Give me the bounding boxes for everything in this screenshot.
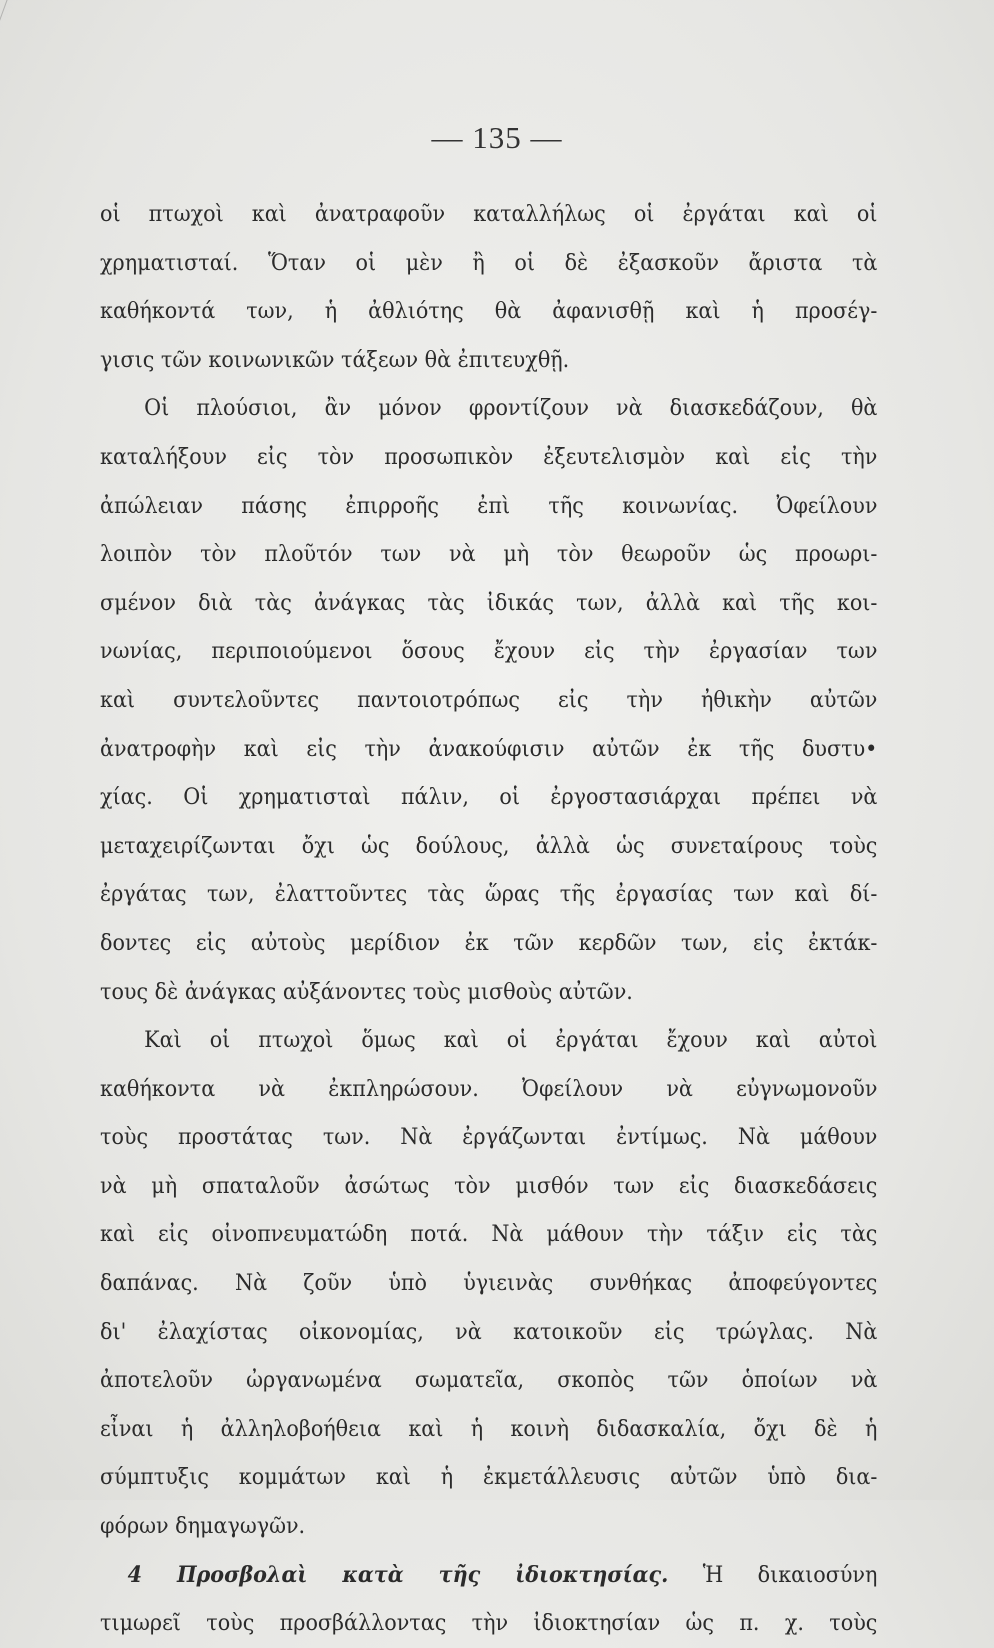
text-line: δι' ἐλαχίστας οἰκονομίας, νὰ κατοικοῦν εἰς τρώγλας. Νὰ — [100, 1318, 878, 1345]
text-line: οἱ πτωχοὶ καὶ ἀνατραφοῦν καταλλήλως οἱ ἐργάται καὶ οἱ — [100, 201, 878, 227]
text-line: ἐργάτας των, ἐλαττοῦντες τὰς ὥρας τῆς ἐργασίας των καὶ δί- — [100, 881, 878, 908]
text-line: ἀνατροφὴν καὶ εἰς τὴν ἀνακούφισιν αὐτῶν ἐκ τῆς δυστυ• — [100, 735, 878, 762]
text-line: τους δὲ ἀνάγκας αὐξάνοντες τοὺς μισθοὺς αὐτῶν. — [100, 978, 633, 1005]
text-line: καὶ εἰς οἰνοπνευματώδη ποτά. Νὰ μάθουν τὴν τάξιν εἰς τὰς — [100, 1221, 878, 1248]
text-line: δαπάνας. Νὰ ζοῦν ὑπὸ ὑγιεινὰς συνθήκας ἀποφεύγοντες — [100, 1270, 878, 1297]
text-line: Καὶ οἱ πτωχοὶ ὅμως καὶ οἱ ἐργάται ἔχουν καὶ αὐτοὶ — [144, 1027, 878, 1054]
text-line: φόρων δημαγωγῶν. — [100, 1513, 306, 1540]
section-heading-title: 4 Προσβολαὶ κατὰ τῆς ἰδιοκτησίας. — [127, 1561, 669, 1588]
text-line: ἀπώλειαν πάσης ἐπιρροῆς ἐπὶ τῆς κοινωνίας. Ὀφείλουν — [100, 492, 878, 519]
text-line: σύμπτυξις κομμάτων καὶ ἡ ἐκμετάλλευσις αὐτῶν ὑπὸ δια- — [100, 1464, 878, 1491]
text-line: τοὺς προστάτας των. Νὰ ἐργάζωνται ἐντίμως. Νὰ μάθουν — [100, 1124, 878, 1151]
section-heading-rest: Ἡ δικαιοσύνη — [702, 1561, 878, 1588]
text-line: γισις τῶν κοινωνικῶν τάξεων θὰ ἐπιτευχθῇ. — [100, 346, 570, 373]
section-heading-line — [100, 1551, 877, 1600]
text-line: καὶ συντελοῦντες παντοιοτρόπως εἰς τὴν ἠθικὴν αὐτῶν — [100, 686, 878, 713]
text-line: χίας. Οἱ χρηματισταὶ πάλιν, οἱ ἐργοστασιάρχαι πρέπει νὰ — [100, 784, 878, 811]
text-line: μεταχειρίζωνται ὄχι ὡς δούλους, ἀλλὰ ὡς συνεταίρους τοὺς — [100, 832, 878, 859]
text-line: νὰ μὴ σπαταλοῦν ἀσώτως τὸν μισθόν των εἰς διασκεδάσεις — [100, 1172, 878, 1199]
body-text — [100, 190, 878, 1648]
text-line: νωνίας, περιποιούμενοι ὅσους ἔχουν εἰς τὴν ἐργασίαν των — [100, 638, 878, 665]
text-line: Οἱ πλούσιοι, ἂν μόνον φροντίζουν νὰ διασκεδάζουν, θὰ — [144, 395, 878, 422]
text-line: σμένον διὰ τὰς ἀνάγκας τὰς ἰδικάς των, ἀλλὰ καὶ τῆς κοι- — [100, 589, 878, 616]
text-line: εἶναι ἡ ἀλληλοβοήθεια καὶ ἡ κοινὴ διδασκαλία, ὄχι δὲ ἡ — [100, 1415, 878, 1442]
text-line: δοντες εἰς αὐτοὺς μερίδιον ἐκ τῶν κερδῶν των, εἰς ἐκτάκ- — [100, 929, 878, 956]
scan-edge-mark — [0, 0, 29, 43]
page-number: — 135 — — [431, 120, 563, 155]
text-line: καθήκοντά των, ἡ ἀθλιότης θὰ ἀφανισθῇ καὶ ἡ προσέγ- — [100, 298, 878, 325]
text-line: καθήκοντα νὰ ἐκπληρώσουν. Ὀφείλουν νὰ εὐγνωμονοῦν — [100, 1075, 878, 1102]
text-line: λοιπὸν τὸν πλοῦτόν των νὰ μὴ τὸν θεωροῦν ὡς προωρι- — [100, 541, 878, 568]
text-line: ἀποτελοῦν ὠργανωμένα σωματεῖα, σκοπὸς τῶν ὁποίων νὰ — [100, 1367, 878, 1394]
text-line: τιμωρεῖ τοὺς προσβάλλοντας τὴν ἰδιοκτησίαν ὡς π. χ. τοὺς — [100, 1610, 878, 1637]
text-line: καταλήξουν εἰς τὸν προσωπικὸν ἐξευτελισμὸν καὶ εἰς τὴν — [100, 443, 878, 470]
text-line: χρηματισταί. Ὅταν οἱ μὲν ἢ οἱ δὲ ἐξασκοῦν ἄριστα τὰ — [100, 249, 878, 276]
